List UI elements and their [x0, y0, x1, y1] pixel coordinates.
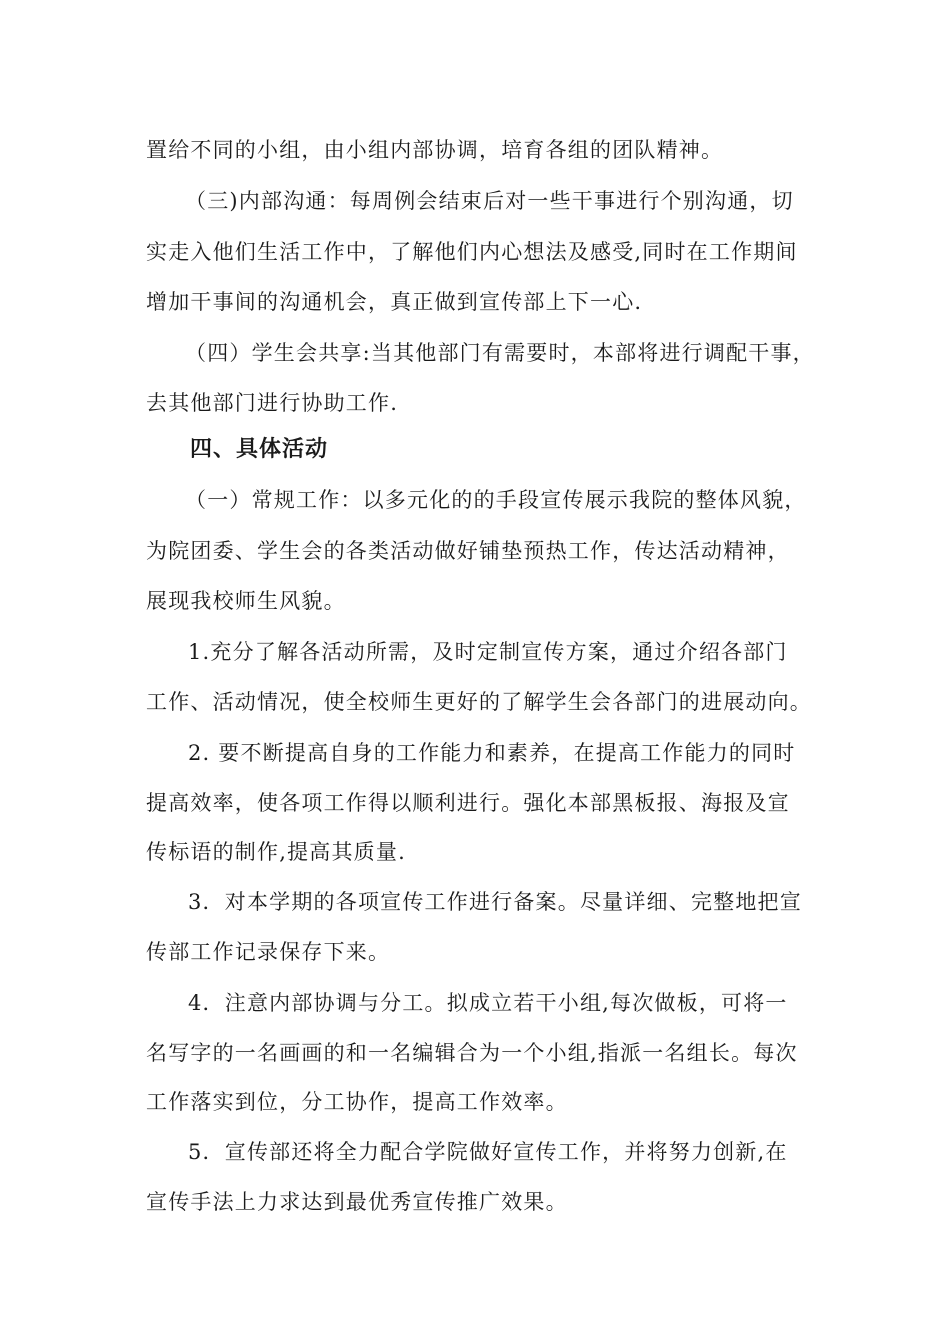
paragraph-line: 1.充分了解各活动所需，及时定制宣传方案，通过介绍各部门 [188, 640, 788, 664]
paragraph-line: （三)内部沟通：每周例会结束后对一些干事进行个别沟通，切 [185, 189, 794, 213]
paragraph-line: 传标语的制作,提高其质量. [146, 840, 406, 864]
paragraph-line: （一）常规工作：以多元化的的手段宣传展示我院的整体风貌， [185, 488, 807, 512]
paragraph-line: 宣传手法上力求达到最优秀宣传推广效果。 [146, 1190, 568, 1214]
paragraph-line: 去其他部门进行协助工作. [146, 391, 399, 415]
paragraph-line: 5．宣传部还将全力配合学院做好宣传工作，并将努力创新,在 [188, 1140, 788, 1164]
section-heading: 四、具体活动 [190, 437, 329, 462]
paragraph-line: 3．对本学期的各项宣传工作进行备案。尽量详细、完整地把宣 [188, 890, 802, 914]
paragraph-line: 提高效率，使各项工作得以顺利进行。强化本部黑板报、海报及宣 [146, 791, 790, 815]
paragraph-line: 4．注意内部协调与分工。拟成立若干小组,每次做板，可将一 [188, 991, 788, 1015]
paragraph-line: 工作落实到位，分工协作，提高工作效率。 [146, 1090, 568, 1114]
paragraph-line: 置给不同的小组，由小组内部协调，培育各组的团队精神。 [146, 138, 724, 162]
paragraph-line: 为院团委、学生会的各类活动做好铺垫预热工作，传达活动精神， [146, 539, 790, 563]
paragraph-line: 实走入他们生活工作中，了解他们内心想法及感受,同时在工作期间 [146, 240, 798, 264]
paragraph-line: 2. 要不断提高自身的工作能力和素养，在提高工作能力的同时 [188, 741, 796, 765]
paragraph-line: 增加干事间的沟通机会，真正做到宣传部上下一心. [146, 290, 643, 314]
paragraph-line: 传部工作记录保存下来。 [146, 940, 391, 964]
paragraph-line: 工作、活动情况，使全校师生更好的了解学生会各部门的进展动向。 [146, 690, 812, 714]
paragraph-line: （四）学生会共享:当其他部门有需要时，本部将进行调配干事， [185, 341, 815, 365]
paragraph-line: 名写字的一名画画的和一名编辑合为一个小组,指派一名组长。每次 [146, 1041, 798, 1065]
paragraph-line: 展现我校师生风貌。 [146, 589, 346, 613]
